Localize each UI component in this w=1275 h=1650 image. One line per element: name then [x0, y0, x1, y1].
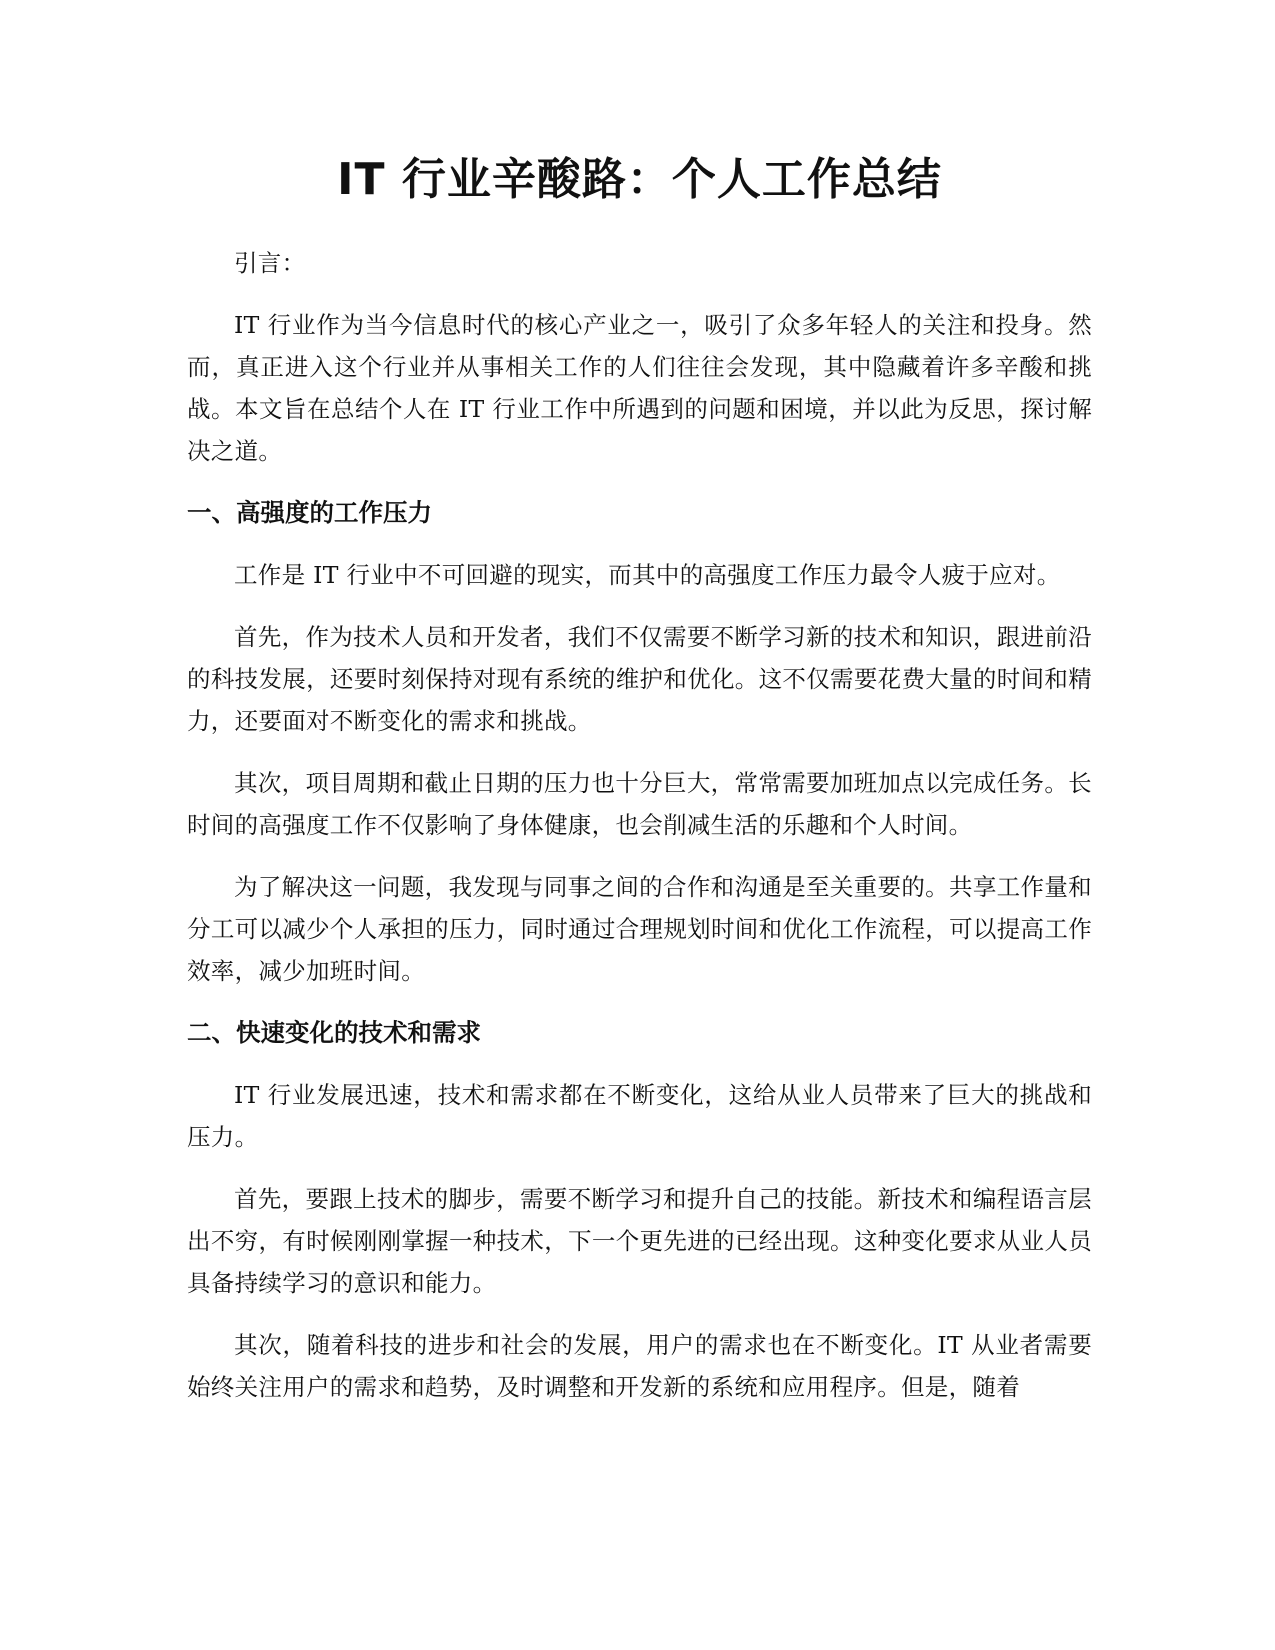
section-1-paragraph-4: 为了解决这一问题，我发现与同事之间的合作和沟通是至关重要的。共享工作量和分工可以减少个人承担的压力，同时通过合理规划时间和优化工作流程，可以提高工作效率，减少加班时间。 [187, 873, 1092, 985]
section-2-paragraph-2: 首先，要跟上技术的脚步，需要不断学习和提升自己的技能。新技术和编程语言层出不穷，有时候刚刚掌握一种技术，下一个更先进的已经出现。这种变化要求从业人员具备持续学习的意识和能力。 [187, 1185, 1092, 1297]
section-1-paragraph-1: 工作是 IT 行业中不可回避的现实，而其中的高强度工作压力最令人疲于应对。 [234, 561, 1061, 589]
section-2-paragraph-1: IT 行业发展迅速，技术和需求都在不断变化，这给从业人员带来了巨大的挑战和压力。 [187, 1081, 1092, 1151]
section-2-paragraph-3: 其次，随着科技的进步和社会的发展，用户的需求也在不断变化。IT 从业者需要始终关注用户的需求和趋势，及时调整和开发新的系统和应用程序。但是，随着 [187, 1331, 1092, 1401]
document-flow [187, 242, 1092, 1428]
intro-label: 引言： [234, 249, 306, 277]
intro-paragraph: IT 行业作为当今信息时代的核心产业之一，吸引了众多年轻人的关注和投身。然而，真正进入这个行业并从事相关工作的人们往往会发现，其中隐藏着许多辛酸和挑战。本文旨在总结个人在 IT 行业工作中所遇到的问题和困境，并以此为反思，探讨解决之道。 [187, 311, 1092, 465]
section-1-heading: 一、高强度的工作压力 [187, 498, 432, 527]
section-1-paragraph-3: 其次，项目周期和截止日期的压力也十分巨大，常常需要加班加点以完成任务。长时间的高强度工作不仅影响了身体健康，也会削减生活的乐趣和个人时间。 [187, 769, 1092, 839]
section-2-heading: 二、快速变化的技术和需求 [187, 1018, 481, 1047]
section-1-paragraph-2: 首先，作为技术人员和开发者，我们不仅需要不断学习新的技术和知识，跟进前沿的科技发展，还要时刻保持对现有系统的维护和优化。这不仅需要花费大量的时间和精力，还要面对不断变化的需求和挑战。 [187, 623, 1092, 735]
document-title: IT 行业辛酸路：个人工作总结 [337, 154, 942, 205]
